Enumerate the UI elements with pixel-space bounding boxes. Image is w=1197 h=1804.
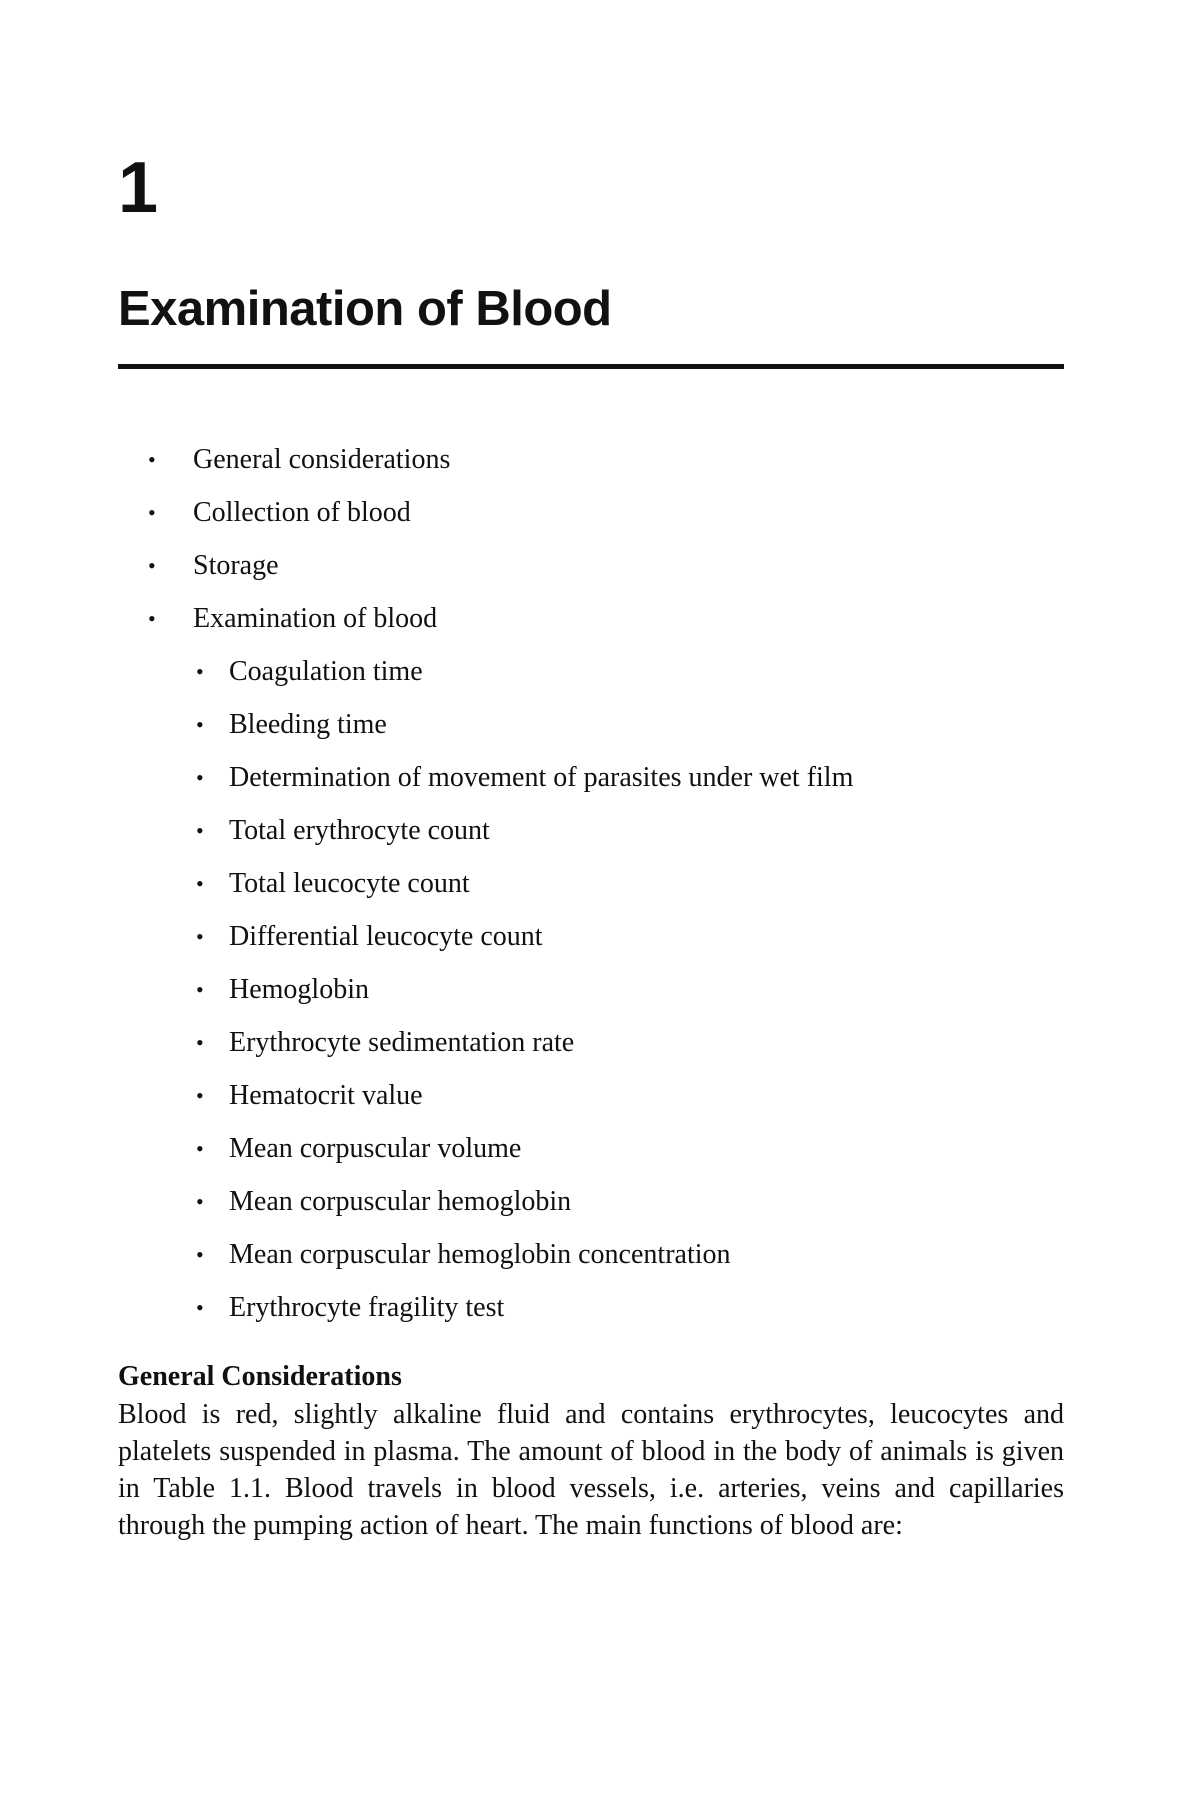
bullet-icon: • bbox=[196, 871, 204, 896]
section-heading: General Considerations bbox=[118, 1361, 402, 1392]
subtopic-item bbox=[0, 652, 1197, 705]
subtopic-item bbox=[0, 811, 1197, 864]
topic-item bbox=[0, 440, 1197, 493]
title-divider bbox=[118, 364, 1064, 369]
bullet-icon: • bbox=[196, 765, 204, 790]
topic-label: Coagulation time bbox=[229, 656, 423, 687]
subtopic-item bbox=[0, 970, 1197, 1023]
subtopic-item bbox=[0, 1182, 1197, 1235]
chapter-topic-list bbox=[0, 440, 1197, 1341]
topic-label: Hematocrit value bbox=[229, 1080, 423, 1111]
topic-item bbox=[0, 599, 1197, 652]
topic-label: Differential leucocyte count bbox=[229, 921, 543, 952]
topic-label: Mean corpuscular volume bbox=[229, 1133, 522, 1164]
bullet-icon: • bbox=[196, 1295, 204, 1320]
subtopic-item bbox=[0, 864, 1197, 917]
bullet-icon: • bbox=[196, 1189, 204, 1214]
topic-label: Mean corpuscular hemoglobin concentration bbox=[229, 1239, 731, 1270]
bullet-icon: • bbox=[148, 553, 156, 578]
topic-label: Collection of blood bbox=[193, 497, 411, 528]
topic-label: Hemoglobin bbox=[229, 974, 369, 1005]
bullet-icon: • bbox=[196, 1083, 204, 1108]
topic-label: Storage bbox=[193, 550, 279, 581]
subtopic-item bbox=[0, 1023, 1197, 1076]
chapter-number: 1 bbox=[118, 148, 159, 228]
bullet-icon: • bbox=[196, 1242, 204, 1267]
subtopic-item bbox=[0, 1076, 1197, 1129]
topic-label: Examination of blood bbox=[193, 603, 438, 634]
bullet-icon: • bbox=[148, 500, 156, 525]
bullet-icon: • bbox=[196, 712, 204, 737]
topic-item bbox=[0, 546, 1197, 599]
subtopic-item bbox=[0, 1129, 1197, 1182]
topic-label: Total leucocyte count bbox=[229, 868, 470, 899]
topic-item bbox=[0, 493, 1197, 546]
topic-label: Erythrocyte fragility test bbox=[229, 1292, 505, 1323]
topic-label: Total erythrocyte count bbox=[229, 815, 490, 846]
topic-label: Determination of movement of parasites under wet film bbox=[229, 762, 854, 793]
bullet-icon: • bbox=[148, 606, 156, 631]
chapter-title: Examination of Blood bbox=[118, 282, 612, 336]
topic-label: General considerations bbox=[193, 444, 451, 475]
bullet-icon: • bbox=[196, 818, 204, 843]
topic-label: Mean corpuscular hemoglobin bbox=[229, 1186, 572, 1217]
bullet-icon: • bbox=[196, 924, 204, 949]
section-paragraph: Blood is red, slightly alkaline fluid and contains erythrocytes, leucocytes and platelets suspended in plasma. The amount of blood in the body of animals is given in Table 1.1. Blood travels in blood vessels, i.e. arteries, veins and capillaries through the pumping action of heart. The main functions of blood are: bbox=[118, 1399, 1064, 1541]
topic-label: Bleeding time bbox=[229, 709, 387, 740]
bullet-icon: • bbox=[196, 977, 204, 1002]
bullet-icon: • bbox=[148, 447, 156, 472]
subtopic-item bbox=[0, 917, 1197, 970]
bullet-icon: • bbox=[196, 1136, 204, 1161]
subtopic-item bbox=[0, 1235, 1197, 1288]
bullet-icon: • bbox=[196, 1030, 204, 1055]
bullet-icon: • bbox=[196, 659, 204, 684]
subtopic-item bbox=[0, 758, 1197, 811]
topic-label: Erythrocyte sedimentation rate bbox=[229, 1027, 575, 1058]
subtopic-item bbox=[0, 1288, 1197, 1341]
subtopic-item bbox=[0, 705, 1197, 758]
